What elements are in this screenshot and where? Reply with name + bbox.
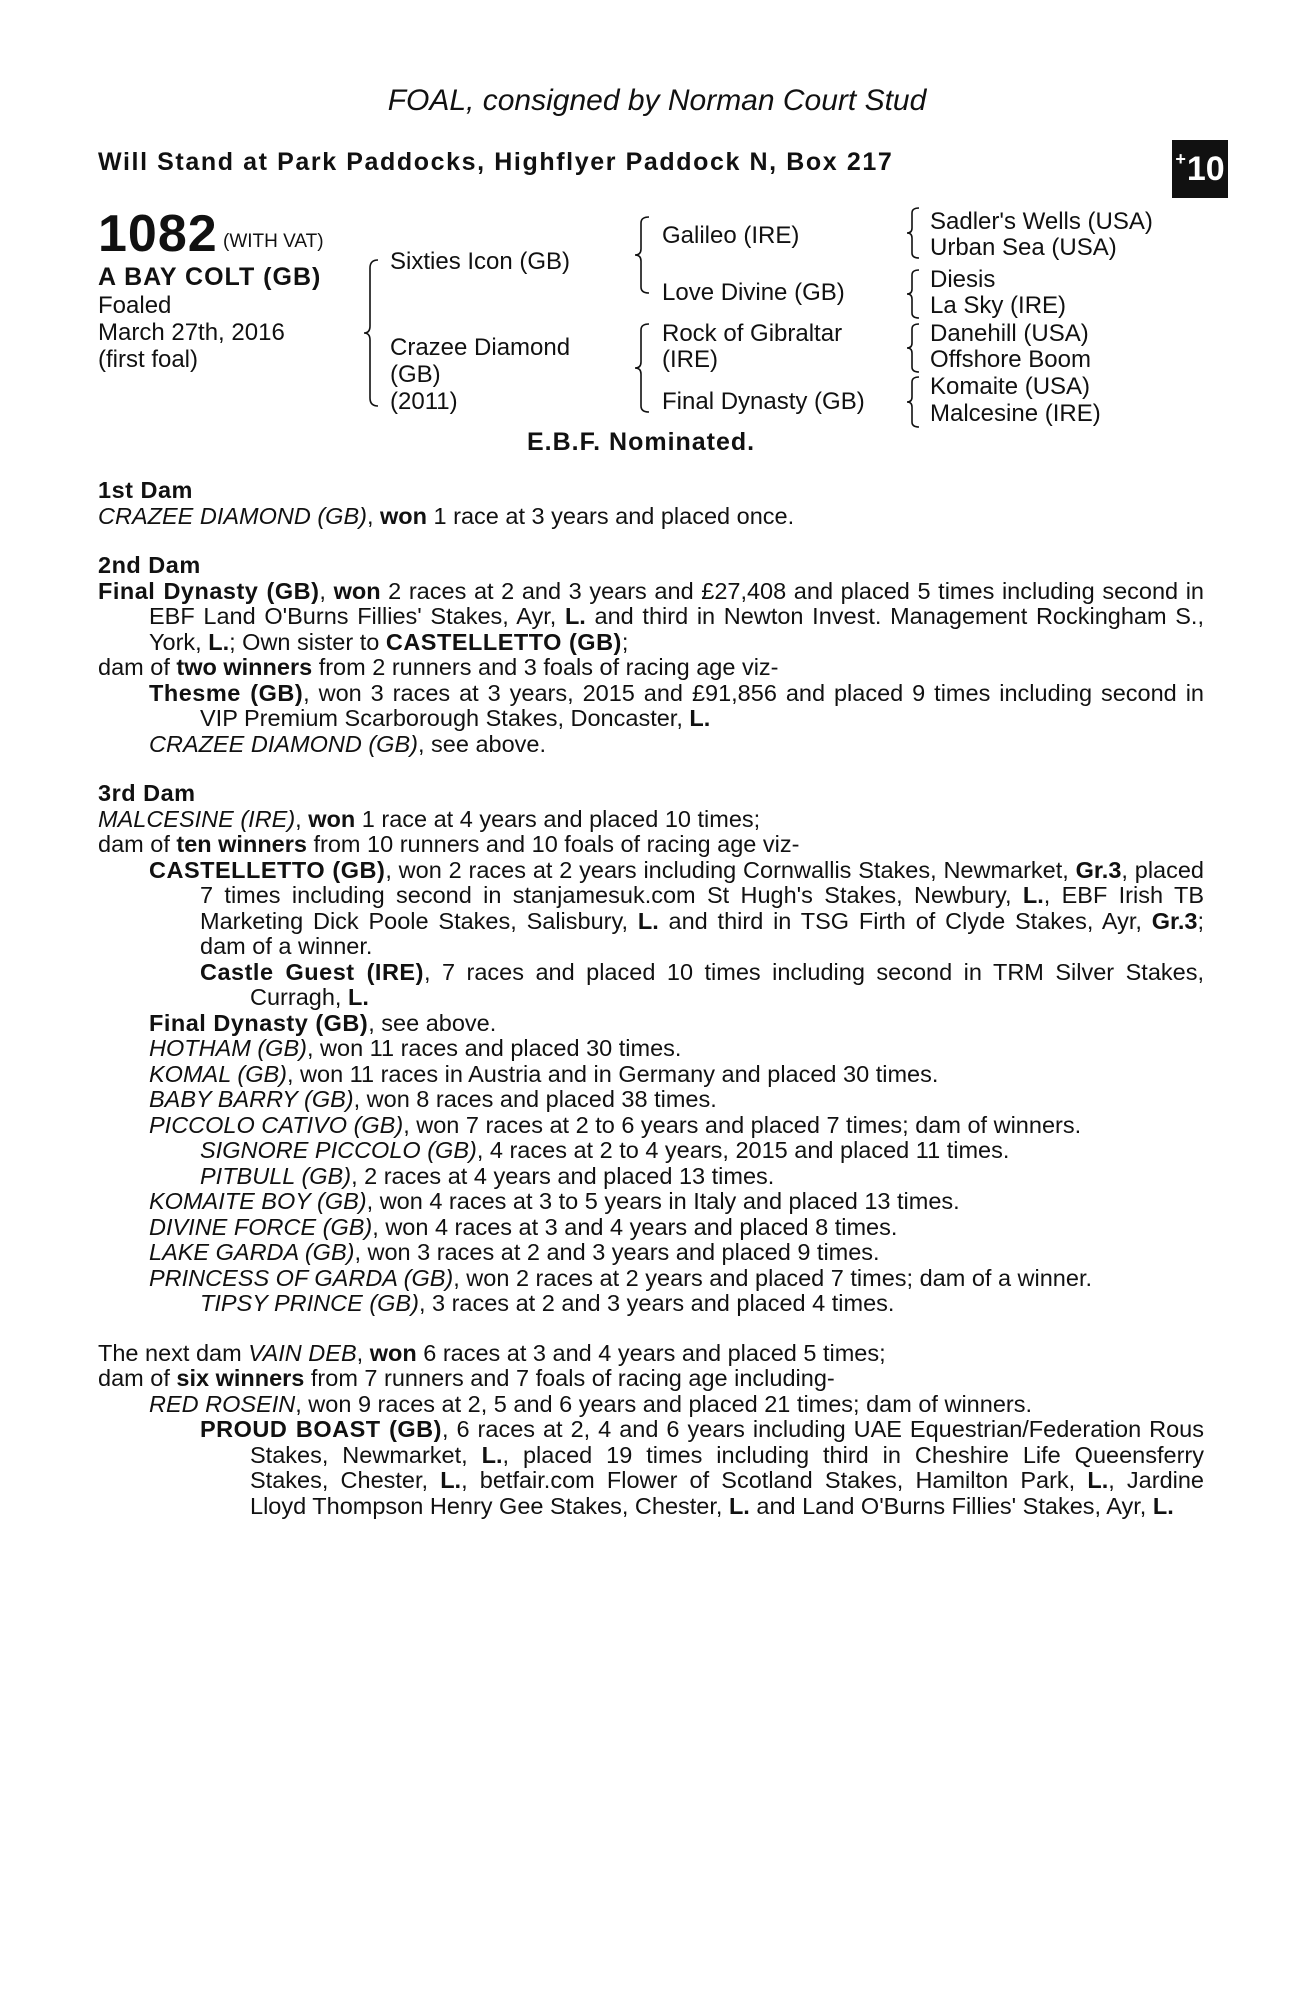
race-text: 1 race at 4 years and placed 10 times; bbox=[355, 805, 761, 832]
listed-mark: L. bbox=[689, 705, 711, 731]
horse-name: TIPSY PRINCE (GB) bbox=[200, 1290, 419, 1316]
produce-entry bbox=[98, 960, 1204, 1011]
horse-name: RED ROSEIN bbox=[149, 1390, 296, 1417]
badge-number: 10 bbox=[1186, 149, 1225, 188]
pedigree-g1: Sadler's Wells (USA) bbox=[930, 208, 1153, 235]
ebf-nominated: E.B.F. Nominated. bbox=[527, 428, 756, 456]
race-text: and third in TSG Firth of Clyde Stakes, Ayr, bbox=[658, 907, 1152, 934]
foal-note: (first foal) bbox=[98, 346, 199, 373]
race-text: , 7 races and placed 10 times including second in TRM Silver Stakes, Curragh, bbox=[250, 958, 1204, 1010]
produce-entry bbox=[98, 1291, 1204, 1317]
produce-entry bbox=[98, 1417, 1204, 1519]
race-text: , won 3 races at 2 and 3 years and placed 9 times. bbox=[354, 1239, 880, 1265]
produce-text: from 2 runners and 3 foals of racing age viz- bbox=[312, 654, 779, 680]
produce-entry bbox=[98, 732, 1204, 758]
horse-name: KOMAL (GB) bbox=[149, 1060, 287, 1087]
listed-mark: L. bbox=[1022, 882, 1044, 908]
produce-entry bbox=[98, 1240, 1204, 1266]
horse-name: HOTHAM (GB) bbox=[149, 1035, 307, 1061]
race-text: , won 2 races at 2 years and placed 7 times; dam of a winner. bbox=[453, 1264, 1093, 1291]
lot-badge bbox=[1172, 140, 1228, 198]
dam-of-label: dam of bbox=[98, 654, 177, 680]
first-dam-heading: 1st Dam bbox=[98, 477, 193, 503]
race-text: , 2 races at 4 years and placed 13 times. bbox=[351, 1162, 775, 1189]
third-dam-produce-summary bbox=[98, 832, 1204, 858]
pedigree-brace-main bbox=[362, 258, 382, 408]
race-text: , betfair.com Flower of Scotland Stakes, Hamilton Park, bbox=[461, 1467, 1088, 1493]
pedigree-sire-dam: Love Divine (GB) bbox=[662, 279, 845, 306]
stand-location: Will Stand at Park Paddocks, Highflyer Paddock N, Box 217 bbox=[98, 148, 894, 176]
sister-name: CASTELLETTO (GB) bbox=[385, 628, 622, 655]
third-dam-entry: MALCESINE (IRE), won 1 race at 4 years and placed 10 times; bbox=[98, 805, 761, 832]
race-text: , won 11 races and placed 30 times. bbox=[306, 1035, 682, 1061]
horse-name: SIGNORE PICCOLO (GB) bbox=[200, 1137, 477, 1163]
third-dam-name: MALCESINE (IRE) bbox=[98, 805, 296, 832]
produce-text: from 10 runners and 10 foals of racing age viz- bbox=[306, 831, 800, 857]
produce-entry bbox=[98, 1189, 1204, 1215]
dam-of-label: dam of bbox=[98, 1365, 177, 1391]
listed-mark: L. bbox=[728, 1492, 750, 1519]
race-text: , 3 races at 2 and 3 years and placed 4 times. bbox=[418, 1290, 895, 1316]
listed-mark: L. bbox=[1087, 1467, 1109, 1493]
second-dam-heading: 2nd Dam bbox=[98, 552, 201, 578]
horse-name: PRINCESS OF GARDA (GB) bbox=[149, 1264, 454, 1291]
catalogue-body bbox=[98, 478, 1204, 1519]
race-text: , won 4 races at 3 and 4 years and placed 8 times. bbox=[372, 1213, 898, 1240]
race-text: , 6 races at 2, 4 and 6 years including UAE Equestrian/Federation Rous Stakes, Newmarket, bbox=[250, 1416, 1204, 1468]
pedigree-sire-sire: Galileo (IRE) bbox=[662, 222, 800, 249]
produce-entry bbox=[98, 1392, 1204, 1418]
pedigree-g2: Urban Sea (USA) bbox=[930, 234, 1117, 261]
race-text: , won 9 races at 2, 5 and 6 years and placed 21 times; dam of winners. bbox=[295, 1390, 1032, 1417]
race-text: 2 races at 2 and 3 years and £27,408 and placed 5 times including second in EBF Land O'Burns Fillies' Stakes, Ayr, bbox=[149, 577, 1204, 629]
pedigree-g4: La Sky (IRE) bbox=[930, 292, 1067, 319]
produce-entry bbox=[98, 858, 1204, 960]
second-dam-produce-summary bbox=[98, 655, 1204, 681]
produce-entry bbox=[98, 1138, 1204, 1164]
race-text: , see above. bbox=[417, 730, 547, 757]
horse-name: Thesme (GB) bbox=[149, 679, 304, 706]
group-mark: Gr.3 bbox=[1075, 856, 1122, 883]
horse-name: CASTELLETTO (GB) bbox=[149, 856, 386, 883]
listed-mark: L. bbox=[208, 628, 230, 655]
horse-name: PICCOLO CATIVO (GB) bbox=[149, 1111, 404, 1138]
race-text: and third in Newton Invest. Management Rockingham S., York, bbox=[149, 603, 1204, 655]
pedigree-g6: Offshore Boom bbox=[930, 346, 1091, 373]
listed-mark: L. bbox=[564, 603, 586, 629]
produce-entry bbox=[98, 1164, 1204, 1190]
race-text: , see above. bbox=[368, 1009, 497, 1036]
next-dam-intro: The next dam bbox=[98, 1339, 249, 1366]
lot-number: 1082 bbox=[98, 205, 218, 263]
pedigree-dam-line3: (2011) bbox=[390, 388, 458, 415]
second-dam-name: Final Dynasty (GB) bbox=[98, 577, 320, 604]
horse-name: PITBULL (GB) bbox=[200, 1162, 352, 1189]
next-dam-produce-summary bbox=[98, 1366, 1204, 1392]
horse-name: DIVINE FORCE (GB) bbox=[149, 1213, 373, 1240]
pedigree-dam-sire-line2: (IRE) bbox=[662, 346, 718, 373]
pedigree-dam-line2: (GB) bbox=[390, 361, 441, 388]
first-dam-name: CRAZEE DIAMOND (GB) bbox=[98, 502, 367, 529]
won-label: won bbox=[308, 805, 356, 832]
produce-text: from 7 runners and 7 foals of racing age including- bbox=[304, 1365, 835, 1391]
pedigree-g8: Malcesine (IRE) bbox=[930, 400, 1101, 427]
pedigree-dam-dam: Final Dynasty (GB) bbox=[662, 388, 865, 415]
race-text: , 4 races at 2 to 4 years, 2015 and placed 11 times. bbox=[476, 1137, 1010, 1163]
race-text: , won 11 races in Austria and in Germany and placed 30 times. bbox=[286, 1060, 939, 1087]
race-text: , won 2 races at 2 years including Cornwallis Stakes, Newmarket, bbox=[385, 856, 1076, 883]
pedigree-brace-g4 bbox=[905, 375, 923, 429]
winners-count: six winners bbox=[176, 1365, 305, 1391]
pedigree-sire: Sixties Icon (GB) bbox=[390, 248, 571, 275]
listed-mark: L. bbox=[637, 907, 659, 934]
race-text: , won 3 races at 3 years, 2015 and £91,856 and placed 9 times including second in VIP Premium Scarborough Stakes, Doncaster, bbox=[200, 679, 1204, 731]
race-text: , won 4 races at 3 to 5 years in Italy and placed 13 times. bbox=[366, 1188, 960, 1214]
vat-note: (WITH VAT) bbox=[223, 231, 324, 252]
race-text: 6 races at 3 and 4 years and placed 5 times; bbox=[416, 1339, 886, 1366]
race-text: , placed 7 times including second in stanjamesuk.com St Hugh's Stakes, Newbury, bbox=[200, 856, 1204, 908]
produce-entry bbox=[98, 1266, 1204, 1292]
third-dam-heading: 3rd Dam bbox=[98, 780, 196, 806]
horse-name: KOMAITE BOY (GB) bbox=[149, 1188, 367, 1214]
foaled-label: Foaled bbox=[98, 292, 172, 319]
listed-mark: L. bbox=[347, 984, 369, 1010]
dam-of-label: dam of bbox=[98, 831, 177, 857]
produce-entry bbox=[98, 1036, 1204, 1062]
produce-entry bbox=[98, 681, 1204, 732]
second-dam-entry: Final Dynasty (GB), won 2 races at 2 and 3 years and £27,408 and placed 5 times including second in EBF Land O'Burns Fillies' Stakes, Ayr, L. and third in Newton Invest. Management Rockingham S., York, L.; Own sister to CASTELLETTO (GB); bbox=[98, 577, 1204, 655]
horse-name: Castle Guest (IRE) bbox=[200, 958, 424, 985]
race-text: and Land O'Burns Fillies' Stakes, Ayr, bbox=[749, 1492, 1153, 1519]
race-text: , placed 19 times including third in Cheshire Life Queensferry Stakes, Chester, bbox=[250, 1441, 1204, 1493]
winners-count: ten winners bbox=[176, 831, 307, 857]
produce-entry bbox=[98, 1215, 1204, 1241]
pedigree-brace-g1 bbox=[905, 206, 923, 260]
produce-entry bbox=[98, 1113, 1204, 1139]
group-mark: Gr.3 bbox=[1151, 907, 1198, 934]
pedigree-brace-g2 bbox=[905, 268, 923, 320]
pedigree-brace-g3 bbox=[905, 322, 923, 374]
listed-mark: L. bbox=[1152, 1492, 1174, 1519]
race-text: ; bbox=[621, 628, 629, 655]
first-dam-text: 1 race at 3 years and placed once. bbox=[427, 502, 795, 529]
pedigree-g5: Danehill (USA) bbox=[930, 320, 1089, 347]
race-text: ; dam of a winner. bbox=[200, 907, 1205, 959]
produce-entry bbox=[98, 1062, 1204, 1088]
pedigree-g3: Diesis bbox=[930, 266, 996, 293]
lot-title: A BAY COLT (GB) bbox=[98, 263, 322, 291]
horse-name: CRAZEE DIAMOND (GB) bbox=[149, 730, 418, 757]
race-text: , EBF Irish TB Marketing Dick Poole Stakes, Salisbury, bbox=[200, 882, 1204, 934]
pedigree-dam-sire-line1: Rock of Gibraltar bbox=[662, 320, 843, 347]
next-dam-name: VAIN DEB bbox=[248, 1339, 357, 1366]
produce-entry bbox=[98, 1011, 1204, 1037]
race-text: , Jardine Lloyd Thompson Henry Gee Stakes, Chester, bbox=[250, 1467, 1204, 1519]
pedigree-brace-sire bbox=[633, 215, 653, 295]
race-text: ; Own sister to bbox=[229, 628, 386, 655]
race-text: , won 8 races and placed 38 times. bbox=[353, 1086, 717, 1112]
won-label: won bbox=[369, 1339, 417, 1366]
horse-name: BABY BARRY (GB) bbox=[149, 1086, 354, 1112]
won-label: won bbox=[380, 502, 428, 529]
race-text: , won 7 races at 2 to 6 years and placed 7 times; dam of winners. bbox=[403, 1111, 1082, 1138]
won-label: won bbox=[333, 577, 381, 604]
sale-title: FOAL, consigned by Norman Court Stud bbox=[387, 84, 927, 117]
pedigree-brace-dam bbox=[633, 322, 653, 414]
horse-name: LAKE GARDA (GB) bbox=[149, 1239, 355, 1265]
next-dam-entry: The next dam VAIN DEB, won 6 races at 3 and 4 years and placed 5 times; bbox=[98, 1339, 886, 1366]
winners-count: two winners bbox=[176, 654, 313, 680]
produce-entry bbox=[98, 1087, 1204, 1113]
badge-plus: + bbox=[1175, 148, 1186, 169]
listed-mark: L. bbox=[481, 1441, 503, 1468]
foaling-date: March 27th, 2016 bbox=[98, 319, 285, 346]
listed-mark: L. bbox=[440, 1467, 462, 1493]
pedigree-g7: Komaite (USA) bbox=[930, 373, 1091, 400]
pedigree-dam-line1: Crazee Diamond bbox=[390, 334, 571, 361]
first-dam-entry: CRAZEE DIAMOND (GB), won 1 race at 3 years and placed once. bbox=[98, 502, 795, 529]
horse-name: PROUD BOAST (GB) bbox=[200, 1416, 442, 1442]
horse-name: Final Dynasty (GB) bbox=[149, 1009, 369, 1036]
